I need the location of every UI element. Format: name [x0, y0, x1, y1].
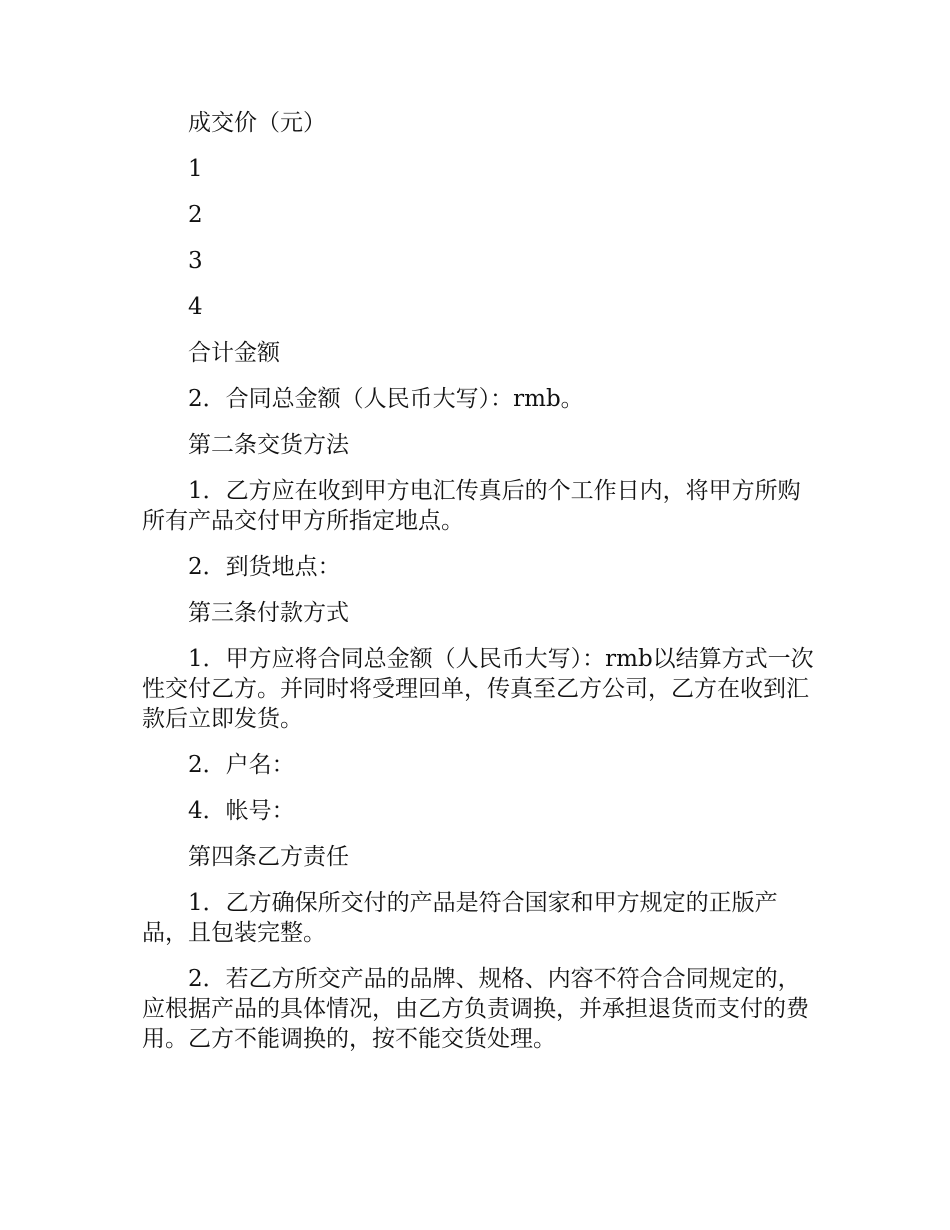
responsibility-clause-1: 1．乙方确保所交付的产品是符合国家和甲方规定的正版产品，且包装完整。 [142, 890, 778, 946]
delivery-location-clause: 2．到货地点： [188, 554, 341, 580]
article-2-heading: 第二条交货方法 [188, 432, 349, 458]
article-4-heading: 第四条乙方责任 [188, 844, 349, 870]
delivery-clause-1: 1．乙方应在收到甲方电汇传真后的个工作日内，将甲方所购所有产品交付甲方所指定地点。 [142, 478, 801, 534]
price-header: 成交价（元） [188, 110, 326, 136]
total-amount-label: 合计金额 [188, 340, 280, 366]
contract-total-clause: 2．合同总金额（人民币大写）：rmb。 [188, 386, 584, 412]
row-number-2: 2 [188, 202, 203, 228]
document-page [142, 108, 814, 1070]
row-number-4: 4 [188, 294, 203, 320]
row-number-3: 3 [188, 248, 203, 274]
row-number-1: 1 [188, 156, 203, 182]
account-number-clause: 4．帐号： [188, 798, 295, 824]
account-name-clause: 2．户名： [188, 752, 295, 778]
article-3-heading: 第三条付款方式 [188, 600, 349, 626]
responsibility-clause-2: 2．若乙方所交产品的品牌、规格、内容不符合合同规定的，应根据产品的具体情况，由乙方负责调换，并承担退货而支付的费用。乙方不能调换的，按不能交货处理。 [142, 966, 809, 1052]
payment-clause-1: 1．甲方应将合同总金额（人民币大写）：rmb以结算方式一次性交付乙方。并同时将受理回单，传真至乙方公司，乙方在收到汇款后立即发货。 [142, 646, 814, 732]
